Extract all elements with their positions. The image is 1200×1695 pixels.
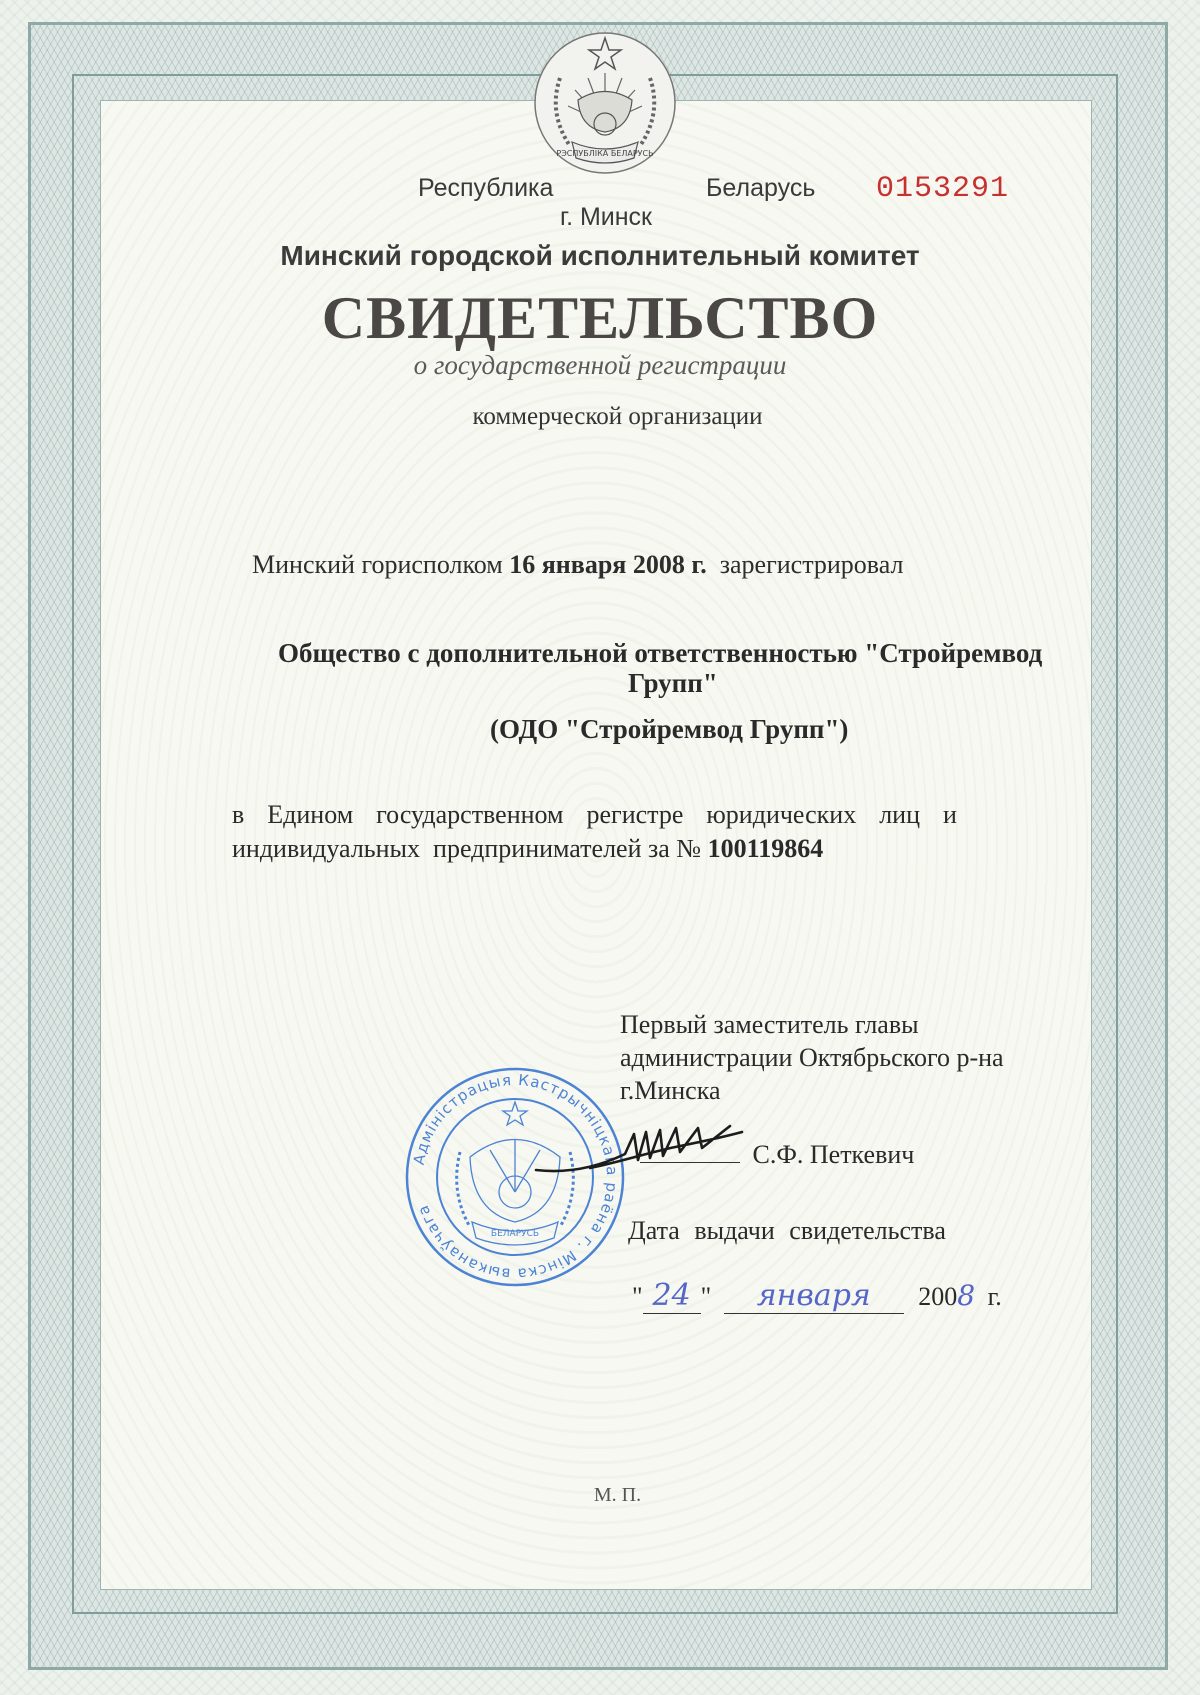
issue-day: 24 [643, 1278, 701, 1314]
registration-date: 16 января 2008 г. [509, 550, 707, 579]
register-word: лиц [879, 800, 921, 829]
company-full-name-line2: Групп" [628, 668, 718, 698]
issue-month: января [724, 1278, 904, 1314]
company-full-name-line1: Общество с дополнительной ответственностью "Стройремвод [278, 638, 1043, 668]
registration-statement [252, 550, 903, 580]
issue-year-suffix: г. [987, 1282, 1002, 1311]
register-statement-line1 [232, 800, 957, 830]
signatory-title [620, 1008, 1004, 1107]
registration-prefix: Минский горисполком [252, 550, 503, 579]
republic-word: Республика [418, 174, 554, 202]
register-number: 100119864 [707, 834, 824, 863]
issue-date-label: Дата выдачи свидетельства [628, 1216, 946, 1245]
quote-mark: " [700, 1282, 712, 1311]
serial-number: 0153291 [876, 172, 1010, 206]
issue-year-digit: 8 [957, 1279, 976, 1312]
register-word: государственном [376, 800, 564, 829]
company-short-name: (ОДО "Стройремвод Групп") [490, 714, 849, 744]
signatory-title-line: Первый заместитель главы [620, 1010, 919, 1039]
stamp-place-label: М. П. [593, 1484, 642, 1506]
document-subtitle: о государственной регистрации [413, 350, 787, 380]
register-word: юридических [706, 800, 857, 829]
emblem-ribbon-text: РЭСПУБЛІКА БЕЛАРУСЬ [556, 149, 654, 158]
registration-suffix: зарегистрировал [719, 550, 904, 579]
register-statement-line2 [232, 834, 823, 864]
organization-type: коммерческой организации [472, 403, 763, 430]
issue-year-prefix: 200 [918, 1282, 958, 1311]
register-word: регистре [586, 800, 684, 829]
seal-inner-text: БЕЛАРУСЬ [490, 1229, 540, 1239]
handwritten-signature-icon [530, 1108, 750, 1188]
state-emblem-icon [530, 28, 680, 178]
register-word: в [232, 800, 245, 829]
country-word: Беларусь [706, 174, 816, 202]
register-word: и [943, 800, 957, 829]
issue-date [632, 1278, 1002, 1314]
register-line2-prefix: индивидуальных предпринимателей за № [232, 834, 702, 863]
document-title: СВИДЕТЕЛЬСТВО [321, 285, 879, 351]
city-line: г. Минск [560, 203, 652, 231]
signatory-title-line: г.Минска [620, 1076, 721, 1105]
quote-mark: " [632, 1282, 643, 1311]
register-word: Едином [267, 800, 354, 829]
signatory-name: С.Ф. Петкевич [752, 1140, 915, 1169]
issuer-title: Минский городской исполнительный комитет [280, 240, 920, 271]
seal-ring-text: Адміністрацыя Кастрычніцкага раёна г. Мінска выканаўчага [409, 1070, 622, 1284]
signatory-title-line: администрации Октябрьского р-на [620, 1043, 1004, 1072]
